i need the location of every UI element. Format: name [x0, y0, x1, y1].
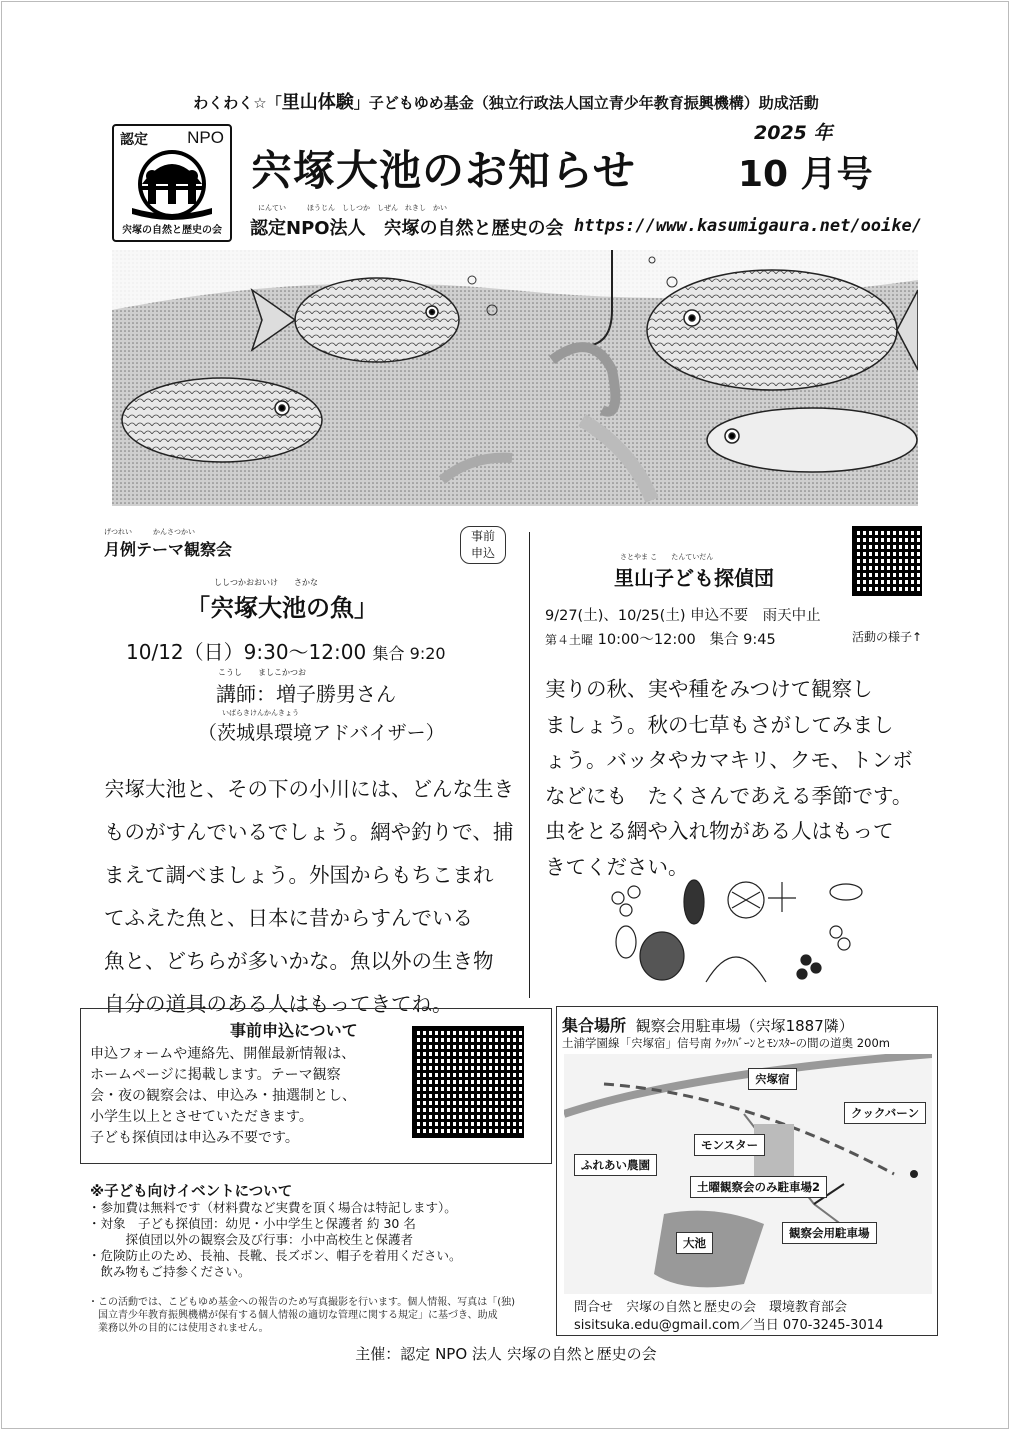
issue-year: 2025 年	[754, 122, 833, 144]
right-event-description: 実りの秋、実や種をみつけて観察し ましょう。秋の七草もさがしてみまし ょう。バッタやカマキリ、クモ、トンボ などにも たくさんであえる季節です。 虫をとる網や入れ物がある人はもって きてください。	[545, 677, 913, 879]
registration-title: 事前申込について	[230, 1021, 358, 1040]
event-title: 「宍塚大池の魚」	[186, 594, 378, 622]
category-ruby: げつれい かんさつかい	[104, 528, 195, 536]
fish-title-ruby: ししつかおおいけ さかな	[214, 578, 318, 587]
left-event-description: 宍塚大池と、その下の小川には、どんな生き ものがすんでいるでしょう。網や釣りで、捕 まえて調べましょう。外国からもちこまれ てふえた魚と、日本に昔からすんでいる 魚と、どちらが多いかな。魚以外の生き物 自分の道具のある人はもってきてね。	[104, 777, 514, 1016]
fish-illustration	[112, 250, 918, 506]
access-map	[564, 1054, 932, 1294]
kids-events-title: ※子ども向けイベントについて	[90, 1184, 293, 1200]
activity-qr-code[interactable]	[852, 526, 922, 596]
npo-logo	[112, 124, 232, 242]
kids-title-ruby: さとやま こ たんていだん	[620, 553, 714, 561]
website-link[interactable]: https://www.kasumigaura.net/ooike/	[574, 216, 922, 236]
meeting-place-directions: 土浦学園線「宍塚宿」信号南 ｸｯｸﾊﾞｰﾝとﾓﾝｽﾀｰの間の道奥 200m	[562, 1036, 890, 1050]
lecturer-title: （茨城県環境アドバイザー）	[198, 722, 445, 744]
grant-emphasis: 里山体験	[281, 92, 354, 113]
logo-people-icon	[114, 144, 230, 224]
map-label-shishitsuka-juku: 宍塚宿	[748, 1068, 797, 1090]
advisor-ruby: いばらきけんかんきょう	[222, 709, 299, 717]
privacy-notice: ・この活動では、こどもゆめ基金への報告のため写真撮影を行います。個人情報、写真は「(独) 国立青少年教育振興機構が保有する個人情報の適切な管理に関する規定」に基づき、助成 業務以外の目的には使用されません。	[88, 1297, 516, 1334]
grant-line: わくわく☆「里山体験」子どもゆめ基金（独立行政法人国立青少年教育振興機構）助成活動	[193, 92, 819, 113]
map-label-parking: 観察会用駐車場	[782, 1222, 877, 1244]
map-label-fureai-farm: ふれあい農園	[574, 1154, 657, 1176]
org-ruby: にんてい ほうじん ししつか しぜん れきし かい	[258, 204, 447, 212]
logo-npo: NPO	[187, 128, 224, 147]
contact-email-phone[interactable]: sisitsuka.edu@gmail.com／当日 070-3245-3014	[574, 1318, 884, 1333]
column-divider	[529, 532, 530, 998]
map-label-ooike: 大池	[676, 1232, 713, 1254]
kids-events-list: ・参加費は無料です（材料費など実費を頂く場合は特記します）。 ・対象 子ども探偵団：幼児・小中学生と保護者 約 30 名 探偵団以外の観察会及び行事：小中高校生と保護者 ・危険防止のため、長袖、長靴、長ズボン、帽子を着用ください。 飲み物もご持参ください。	[88, 1200, 462, 1279]
activity-note: 活動の様子↑	[852, 630, 923, 644]
fish-drawing	[112, 250, 918, 506]
lecturer: 講師：増子勝男さん	[216, 682, 396, 706]
logo-caption: 宍塚の自然と歴史の会	[122, 225, 222, 236]
monthly-theme-label: 月例テーマ観察会	[104, 540, 233, 559]
organizer: 主催：認定 NPO 法人 宍塚の自然と歴史の会	[355, 1345, 657, 1363]
contact-info: 問合せ 宍塚の自然と歴史の会 環境教育部会	[574, 1300, 848, 1315]
seeds-illustration	[606, 872, 872, 990]
kids-time: 第４土曜 10:00〜12:00 集合 9:45	[545, 632, 776, 648]
map-label-cook-barn: クックバーン	[844, 1102, 926, 1124]
kids-detective-title: 里山子ども探偵団	[614, 566, 774, 590]
map-label-saturday-parking: 土曜観察会のみ駐車場2	[690, 1176, 827, 1198]
registration-info: 申込フォームや連絡先、開催最新情報は、 ホームページに掲載します。テーマ観察 会・夜の観察会は、申込み・抽選制とし、 小学生以上とさせていただきます。 子ども探偵団は申込み不要です。	[90, 1046, 356, 1146]
logo-nintei: 認定	[120, 132, 148, 148]
org-name: 認定NPO法人 宍塚の自然と歴史の会	[250, 218, 564, 239]
pre-registration-tag: 事前 申込	[460, 526, 506, 564]
event-date: 10/12（日）9:30〜12:00 集合 9:20	[126, 640, 446, 664]
lecturer-ruby: こうし ましこかつお	[218, 668, 306, 677]
map-label-monster: モンスター	[694, 1134, 765, 1156]
registration-qr-code[interactable]	[412, 1026, 524, 1138]
issue-month: 10 月号	[738, 154, 873, 195]
meeting-place-title: 集合場所 観察会用駐車場（宍塚1887隣）	[562, 1016, 854, 1035]
page-title: 宍塚大池のお知らせ	[250, 146, 636, 195]
kids-dates: 9/27(土)、10/25(土) 申込不要 雨天中止	[545, 608, 821, 624]
